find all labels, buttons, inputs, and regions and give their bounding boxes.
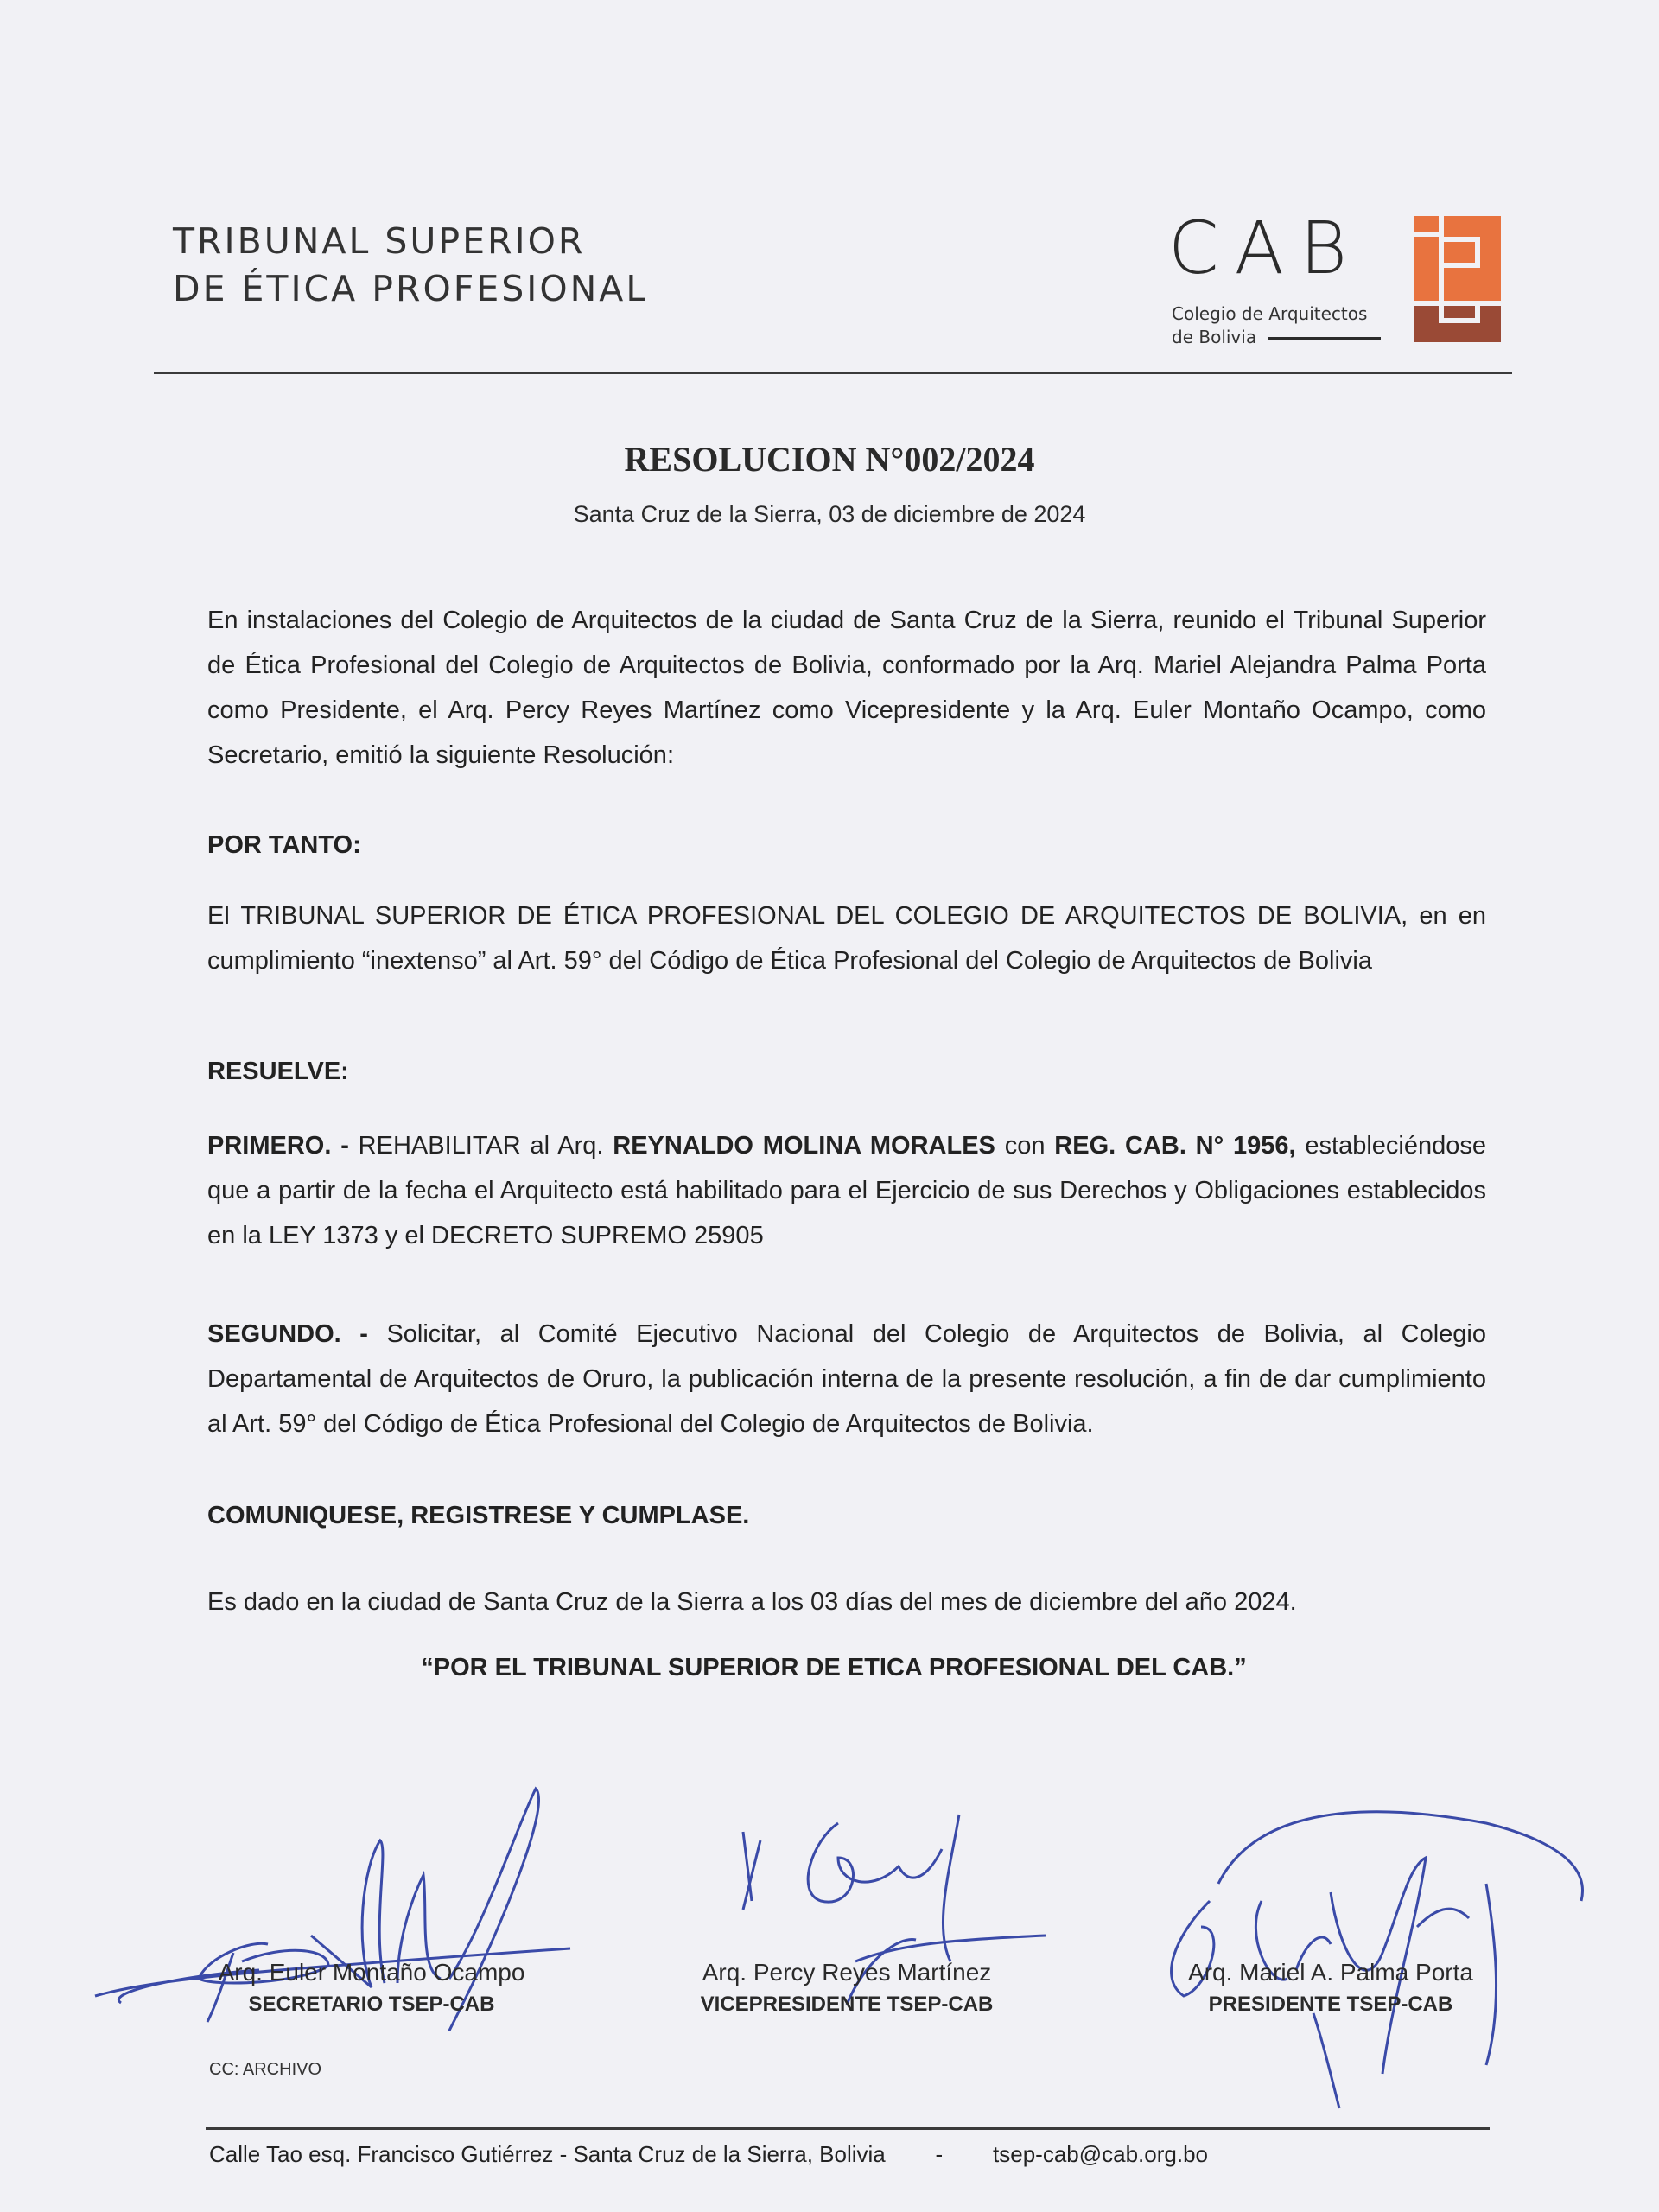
- logo-subtitle: [1172, 302, 1381, 349]
- header-line-1: TRIBUNAL SUPERIOR: [173, 220, 586, 262]
- logo-acronym: CAB: [1168, 206, 1363, 290]
- logo-subtitle-line-2: de Bolivia: [1172, 327, 1257, 347]
- architect-name: REYNALDO MOLINA MORALES: [613, 1132, 995, 1160]
- primero-text-2: con: [995, 1132, 1055, 1160]
- footer-email: tsep-cab@cab.org.bo: [993, 2141, 1208, 2167]
- footer-separator: -: [935, 2141, 944, 2167]
- signatory-role: VICEPRESIDENTE TSEP-CAB: [700, 1993, 994, 2016]
- signatory-secretario: [190, 1956, 553, 2020]
- segundo-text: Solicitar, al Comité Ejecutivo Nacional del Colegio de Arquitectos de Bolivia, al Colegio Departamental de Arquitectos de Oruro, la publicación interna de la presente resolución, a fin de dar cumplimiento al Art. 59° del Código de Ética Profesional del Colegio de Arquitectos de Bolivia.: [207, 1320, 1486, 1438]
- closing-statement: COMUNIQUESE, REGISTRESE Y CUMPLASE.: [207, 1502, 750, 1529]
- signature-presidente-icon: [1123, 1780, 1607, 2126]
- signatory-role: SECRETARIO TSEP-CAB: [248, 1993, 495, 2016]
- header-line-2: DE ÉTICA PROFESIONAL: [173, 268, 649, 309]
- por-tanto-heading: POR TANTO:: [207, 831, 361, 859]
- signatory-role: PRESIDENTE TSEP-CAB: [1208, 1993, 1453, 2016]
- given-line: Es dado en la ciudad de Santa Cruz de la Sierra a los 03 días del mes de diciembre del año 2024.: [207, 1588, 1297, 1616]
- logo-subtitle-line-1: Colegio de Arquitectos: [1172, 303, 1368, 324]
- primero-text-3: estableciéndose que a partir de la fecha el Arquitecto está habilitado para el Ejercicio de sus Derechos y Obligaciones establecidos en la LEY 1373 y el DECRETO SUPREMO 25905: [207, 1132, 1487, 1249]
- tribunal-header: [173, 218, 648, 313]
- segundo-label: SEGUNDO. -: [207, 1320, 368, 1348]
- header-divider: [154, 372, 1512, 374]
- cab-logo-mark-icon: [1414, 216, 1501, 342]
- signatory-name: Arq. Euler Montaño Ocampo: [218, 1959, 525, 1986]
- primero-text-1: REHABILITAR al Arq.: [348, 1132, 613, 1160]
- primero-paragraph: [207, 1123, 1486, 1258]
- resuelve-heading: RESUELVE:: [207, 1058, 349, 1085]
- intro-paragraph: En instalaciones del Colegio de Arquitectos de la ciudad de Santa Cruz de la Sierra, reunido el Tribunal Superior de Ética Profesional del Colegio de Arquitectos de Bolivia, conformado por la Arq. Mariel Alejandra Palma Porta como Presidente, el Arq. Percy Reyes Martínez como Vicepresidente y la Arq. Euler Montaño Ocampo, como Secretario, emitió la siguiente Resolución:: [207, 607, 1486, 769]
- signatory-presidente: [1149, 1956, 1512, 2020]
- footer-divider: [206, 2127, 1490, 2130]
- resolution-title: RESOLUCION N°002/2024: [624, 440, 1035, 479]
- signatory-name: Arq. Mariel A. Palma Porta: [1188, 1959, 1473, 1986]
- primero-label: PRIMERO. -: [207, 1132, 349, 1160]
- tribunal-quote: “POR EL TRIBUNAL SUPERIOR DE ETICA PROFESIONAL DEL CAB.”: [421, 1654, 1247, 1681]
- segundo-paragraph: [207, 1312, 1486, 1446]
- footer: [209, 2141, 1208, 2168]
- cc-archive: CC: ARCHIVO: [209, 2060, 322, 2079]
- signatory-name: Arq. Percy Reyes Martínez: [702, 1959, 992, 1986]
- logo-underline: [1268, 337, 1381, 340]
- cab-logo: [1168, 206, 1514, 353]
- footer-address: Calle Tao esq. Francisco Gutiérrez - Santa Cruz de la Sierra, Bolivia: [209, 2141, 886, 2167]
- por-tanto-paragraph: El TRIBUNAL SUPERIOR DE ÉTICA PROFESIONAL DEL COLEGIO DE ARQUITECTOS DE BOLIVIA, en en cumplimiento “inextenso” al Art. 59° del Código de Ética Profesional del Colegio de Arquitectos de Bolivia: [207, 902, 1486, 975]
- resolution-date: Santa Cruz de la Sierra, 03 de diciembre de 2024: [573, 501, 1086, 527]
- signatory-vicepresidente: [665, 1956, 1028, 2020]
- registration-number: REG. CAB. N° 1956,: [1054, 1132, 1296, 1160]
